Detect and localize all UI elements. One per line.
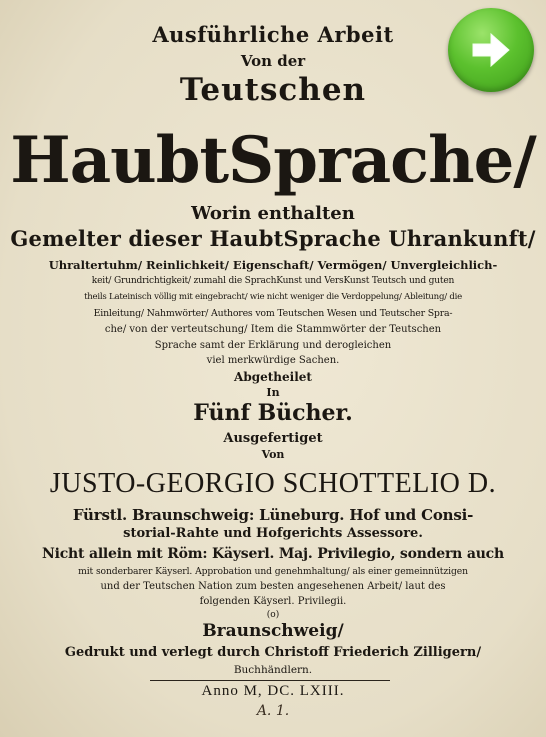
body-line-15: In [266, 386, 280, 399]
body-line-14: Abgetheilet [234, 370, 312, 384]
title-line-1: Ausführliche Arbeit [152, 22, 394, 47]
author-title-line-2: storial-Rahte und Hofgerichts Assessore. [123, 526, 423, 541]
body-line-10: Einleitung/ Nahmwörter/ Authores vom Teutschen Wesen und Teutscher Spra- [93, 308, 453, 319]
imprint-rule [150, 680, 390, 681]
title-line-3: Teutschen [179, 72, 367, 108]
printer-ornament: (o) [266, 610, 280, 620]
privilege-line-1: Nicht allein mit Röm: Käyserl. Maj. Privilegio, sondern auch [41, 546, 504, 562]
body-line-11: che/ von der verteutschung/ Item die Stammwörter der Teutschen [104, 324, 442, 335]
title-line-6: Gemelter dieser HaubtSprache Uhrankunft/ [10, 226, 536, 251]
body-line-18: Von [261, 448, 285, 461]
privilege-line-4: folgenden Käyserl. Privilegii. [199, 596, 347, 607]
body-line-12: Sprache samt der Erklärung und derogleichen [154, 340, 392, 351]
author-title-line-1: Fürstl. Braunschweig: Lüneburg. Hof und Consi- [72, 506, 474, 524]
author-line: JUSTO-GEORGIO SCHOTTELIO D. [49, 468, 497, 499]
imprint-trade: Buchhändlern. [233, 664, 313, 676]
title-line-5: Worin enthalten [191, 203, 355, 224]
body-line-16: Fünf Bücher. [193, 400, 353, 426]
body-line-17: Ausgefertiget [223, 431, 323, 446]
title-line-2: Von der [240, 52, 306, 70]
title-line-4: HaubtSprache/ [10, 123, 536, 198]
arrow-right-icon [469, 28, 513, 72]
handwritten-shelfmark: A. 1. [256, 703, 290, 719]
imprint-printer: Gedrukt und verlegt durch Christoff Friederich Zilligern/ [64, 645, 482, 660]
privilege-line-2: mit sonderbarer Käyserl. Approbation und genehmhaltung/ als einer gemeinnützigen [78, 566, 468, 577]
body-line-8: keit/ Grundrichtigkeit/ zumahl die SprachKunst und VersKunst Teutsch und guten [91, 276, 455, 286]
imprint-place: Braunschweig/ [202, 621, 344, 641]
privilege-line-3: und der Teutschen Nation zum besten angesehenen Arbeit/ laut des [100, 581, 446, 592]
next-page-button[interactable] [448, 8, 534, 92]
body-line-13: viel merkwürdige Sachen. [206, 355, 340, 366]
body-line-7: Uhraltertuhm/ Reinlichkeit/ Eigenschaft/ Vermögen/ Unvergleichlich- [48, 258, 498, 272]
imprint-year: Anno M, DC. LXIII. [201, 683, 345, 699]
body-line-9: theils Lateinisch völlig mit eingebracht/ wie nicht weniger die Verdoppelung/ Ableitung/ die [84, 292, 462, 302]
